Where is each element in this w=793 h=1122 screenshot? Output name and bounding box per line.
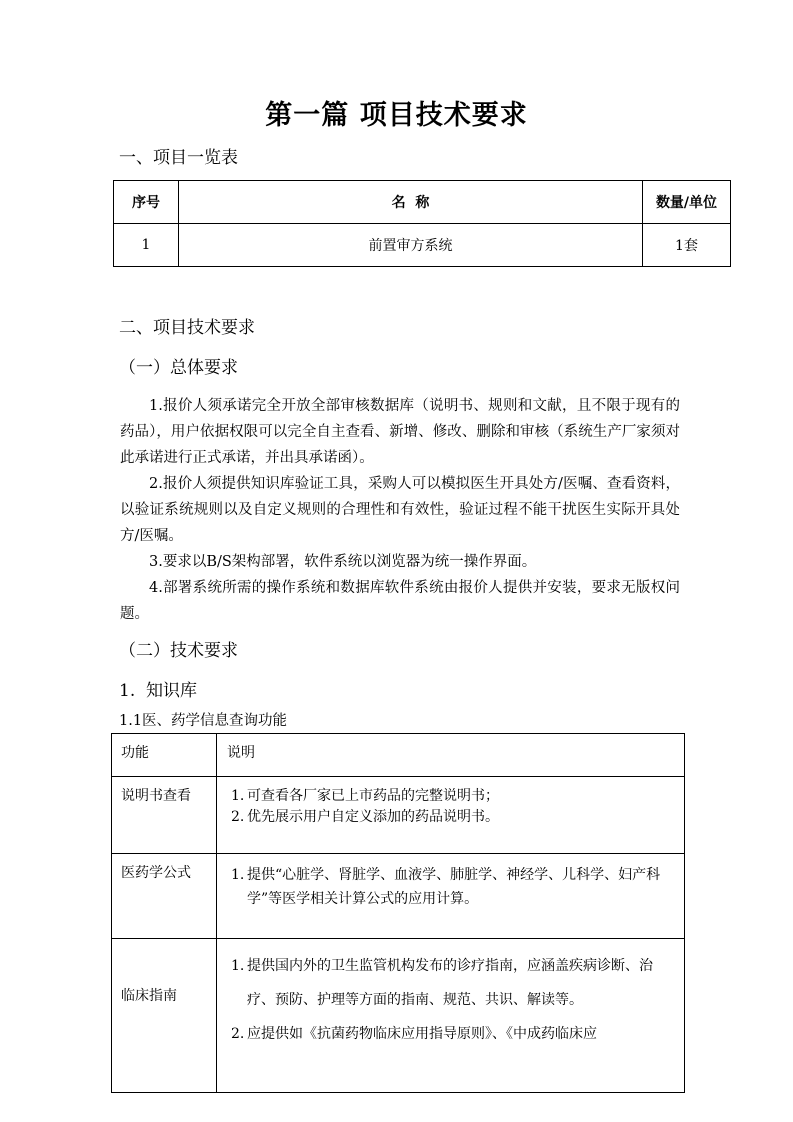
paragraph-text: 1.报价人须承诺完全开放全部审核数据库（说明书、规则和文献，且不限于现有的药品），用户依据权限可以完全自主查看、新增、修改、删除和审核（系统生产厂家须对此承诺进行正式承诺，并出具承诺函）。 xyxy=(120,398,680,466)
list-item xyxy=(217,807,684,828)
paragraph-requirement-3 xyxy=(120,549,680,575)
description-list xyxy=(217,854,684,911)
section-heading-project-list: 一、项目一览表 xyxy=(119,148,238,168)
list-text: 可查看各厂家已上市药品的完整说明书； xyxy=(247,788,499,804)
table-row xyxy=(112,777,685,854)
description-list xyxy=(217,939,684,1051)
cell-function: 说明书查看 xyxy=(112,777,217,854)
cell-function: 临床指南 xyxy=(112,939,217,1093)
cell-function: 医药学公式 xyxy=(112,854,217,939)
paragraph-requirement-2 xyxy=(120,471,680,549)
table-row xyxy=(112,939,685,1093)
column-header-index: 序号 xyxy=(114,181,179,224)
list-number: 1. xyxy=(231,788,245,804)
table-header-row xyxy=(112,734,685,777)
list-text: 应提供如《抗菌药物临床应用指导原则》、《中成药临床应 xyxy=(247,1026,597,1042)
list-number: 2. xyxy=(231,809,245,825)
paragraph-requirement-4 xyxy=(120,575,680,627)
info-query-function-table xyxy=(111,733,685,1093)
cell-description xyxy=(217,854,685,939)
list-item xyxy=(217,863,684,911)
list-text: 优先展示用户自定义添加的药品说明书。 xyxy=(247,809,499,825)
list-number: 1. xyxy=(231,867,245,883)
cell-description xyxy=(217,777,685,854)
paragraph-text: 4.部署系统所需的操作系统和数据库软件系统由报价人提供并安装，要求无版权问题。 xyxy=(120,580,680,622)
list-item xyxy=(217,949,684,1017)
table-header-row xyxy=(114,181,731,224)
subsection-heading-general: （一）总体要求 xyxy=(119,358,238,378)
section-heading-tech-requirements: 二、项目技术要求 xyxy=(119,318,255,338)
page-title: 第一篇 项目技术要求 xyxy=(265,100,528,131)
list-text: 提供国内外的卫生监管机构发布的诊疗指南，应涵盖疾病诊断、治疗、预防、护理等方面的指南、规范、共识、解读等。 xyxy=(247,958,653,1008)
table-row xyxy=(114,224,731,267)
paragraph-requirement-1 xyxy=(120,393,680,471)
cell-name: 前置审方系统 xyxy=(179,224,643,267)
list-number: 1. xyxy=(231,958,245,974)
list-number: 2. xyxy=(231,1026,245,1042)
list-text: 提供“心脏学、肾脏学、血液学、肺脏学、神经学、儿科学、妇产科学”等医学相关计算公式的应用计算。 xyxy=(247,867,661,907)
column-header-description: 说明 xyxy=(217,734,685,777)
column-header-quantity: 数量/单位 xyxy=(643,181,731,224)
description-list xyxy=(217,777,684,828)
list-item xyxy=(217,1017,684,1051)
project-list-table xyxy=(113,180,731,267)
table-row xyxy=(112,854,685,939)
cell-index: 1 xyxy=(114,224,179,267)
paragraph-text: 2.报价人须提供知识库验证工具，采购人可以模拟医生开具处方/医嘱、查看资料，以验证系统规则以及自定义规则的合理性和有效性，验证过程不能干扰医生实际开具处方/医嘱。 xyxy=(120,476,680,544)
subsection-heading-technical: （二）技术要求 xyxy=(119,641,238,661)
cell-description xyxy=(217,939,685,1093)
list-item xyxy=(217,786,684,807)
paragraph-text: 3.要求以B/S架构部署，软件系统以浏览器为统一操作界面。 xyxy=(149,554,537,570)
item-heading-knowledge-base: 1. 知识库 xyxy=(119,681,198,701)
column-header-name: 名 称 xyxy=(179,181,643,224)
cell-quantity: 1套 xyxy=(643,224,731,267)
column-header-function: 功能 xyxy=(112,734,217,777)
sub-heading-info-query: 1.1医、药学信息查询功能 xyxy=(119,713,288,729)
